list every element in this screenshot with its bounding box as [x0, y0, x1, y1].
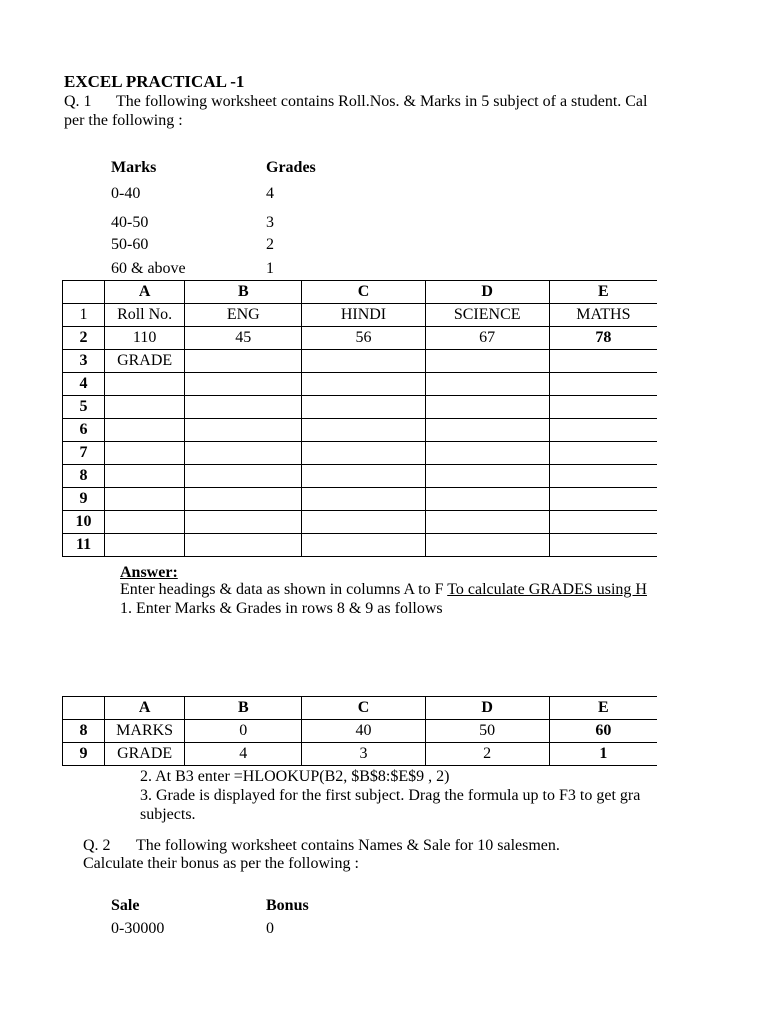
table-cell	[425, 442, 549, 465]
table-cell: 67	[425, 327, 549, 350]
table-cell	[302, 488, 425, 511]
table-row	[63, 304, 658, 327]
table-cell: 0	[185, 720, 302, 743]
column-header: C	[302, 697, 425, 720]
table-row	[63, 327, 658, 350]
table-cell	[549, 396, 657, 419]
table-cell	[549, 511, 657, 534]
table-cell	[549, 373, 657, 396]
row-number: 6	[63, 419, 105, 442]
table-row	[63, 373, 658, 396]
table-cell: 78	[549, 327, 657, 350]
table-cell	[549, 350, 657, 373]
corner-cell	[63, 697, 105, 720]
answer-text	[120, 580, 647, 600]
document-title: EXCEL PRACTICAL -1	[64, 72, 245, 91]
row-number: 11	[63, 534, 105, 557]
grade-value: 3	[266, 214, 274, 231]
table-cell	[185, 534, 302, 557]
q1-text-line1: The following worksheet contains Roll.Nos. & Marks in 5 subject of a student. Cal	[116, 93, 648, 110]
column-header: E	[549, 697, 657, 720]
row-number: 1	[63, 304, 105, 327]
table-cell	[185, 373, 302, 396]
table-cell	[302, 419, 425, 442]
table-row	[63, 396, 658, 419]
table-cell	[185, 488, 302, 511]
q2-label: Q. 2	[83, 837, 111, 854]
table-row	[63, 419, 658, 442]
table-row	[63, 534, 658, 557]
table-cell	[425, 534, 549, 557]
table-row	[63, 442, 658, 465]
row-number: 8	[63, 720, 105, 743]
table-row	[63, 488, 658, 511]
column-header: E	[549, 281, 657, 304]
step-2: 2. At B3 enter =HLOOKUP(B2, $B$8:$E$9 , 2)	[140, 768, 450, 785]
row-number: 7	[63, 442, 105, 465]
table-cell: 3	[302, 743, 425, 766]
table-cell: Roll No.	[105, 304, 185, 327]
table-cell	[425, 396, 549, 419]
column-header: A	[105, 281, 185, 304]
table-cell: 50	[425, 720, 549, 743]
answer-text-plain: Enter headings & data as shown in columns A to F	[120, 581, 448, 598]
answer-label: Answer:	[120, 564, 178, 581]
row-number: 9	[63, 743, 105, 766]
table-cell: ENG	[185, 304, 302, 327]
table-cell	[105, 488, 185, 511]
q1-text-line2: per the following :	[64, 112, 183, 129]
table-cell	[105, 442, 185, 465]
table-cell	[185, 419, 302, 442]
table-cell	[302, 534, 425, 557]
table-cell	[185, 442, 302, 465]
grade-value: 4	[266, 185, 274, 202]
grades-header: Grades	[266, 159, 316, 176]
table-cell	[549, 534, 657, 557]
table-cell	[425, 465, 549, 488]
marks-range: 50-60	[111, 236, 149, 253]
sale-range: 0-30000	[111, 920, 165, 937]
step-3-continued: subjects.	[140, 806, 196, 823]
table-cell	[185, 396, 302, 419]
row-number: 4	[63, 373, 105, 396]
column-header-row	[63, 281, 658, 304]
answer-text-underlined: To calculate GRADES using H	[447, 581, 647, 598]
q2-text-line1: The following worksheet contains Names & Sale for 10 salesmen.	[136, 837, 560, 854]
table-cell	[549, 488, 657, 511]
row-number: 9	[63, 488, 105, 511]
table-cell: 110	[105, 327, 185, 350]
column-header: C	[302, 281, 425, 304]
table-cell	[185, 511, 302, 534]
table-row	[63, 743, 658, 766]
grade-value: 1	[266, 260, 274, 277]
q1-label: Q. 1	[64, 93, 92, 110]
table-cell: 2	[425, 743, 549, 766]
step-1: 1. Enter Marks & Grades in rows 8 & 9 as follows	[120, 600, 443, 617]
marks-range: 40-50	[111, 214, 149, 231]
table-cell	[302, 511, 425, 534]
bonus-header: Bonus	[266, 897, 309, 914]
table-cell: 1	[549, 743, 657, 766]
table-cell: GRADE	[105, 743, 185, 766]
marks-range: 0-40	[111, 185, 141, 202]
table-cell: GRADE	[105, 350, 185, 373]
table-cell	[302, 350, 425, 373]
table-cell: SCIENCE	[425, 304, 549, 327]
table-cell	[105, 511, 185, 534]
row-number: 5	[63, 396, 105, 419]
sale-header: Sale	[111, 897, 140, 914]
table-cell	[549, 465, 657, 488]
table-cell	[105, 373, 185, 396]
column-header: D	[425, 281, 549, 304]
table-cell	[425, 488, 549, 511]
column-header: D	[425, 697, 549, 720]
table-cell	[302, 465, 425, 488]
table-cell	[425, 350, 549, 373]
table-cell	[105, 465, 185, 488]
table-cell	[185, 350, 302, 373]
column-header-row	[63, 697, 658, 720]
table-cell: MATHS	[549, 304, 657, 327]
column-header: B	[185, 281, 302, 304]
table-cell	[549, 419, 657, 442]
table-cell	[302, 373, 425, 396]
lookup-table	[62, 696, 657, 766]
table-row	[63, 511, 658, 534]
table-cell	[302, 396, 425, 419]
table-cell	[302, 442, 425, 465]
table-row	[63, 465, 658, 488]
table-cell	[425, 419, 549, 442]
table-cell	[185, 465, 302, 488]
q2-text-line2: Calculate their bonus as per the following :	[83, 855, 359, 872]
grade-value: 2	[266, 236, 274, 253]
row-number: 8	[63, 465, 105, 488]
table-cell	[105, 419, 185, 442]
table-cell: 40	[302, 720, 425, 743]
worksheet-table	[62, 280, 657, 557]
table-cell	[425, 373, 549, 396]
table-cell: HINDI	[302, 304, 425, 327]
bonus-value: 0	[266, 920, 274, 937]
row-number: 2	[63, 327, 105, 350]
table-cell: 4	[185, 743, 302, 766]
table-cell: MARKS	[105, 720, 185, 743]
table-cell: 56	[302, 327, 425, 350]
column-header: A	[105, 697, 185, 720]
marks-header: Marks	[111, 159, 157, 176]
table-row	[63, 350, 658, 373]
table-cell	[549, 442, 657, 465]
table-cell	[105, 396, 185, 419]
table-row	[63, 720, 658, 743]
table-cell: 45	[185, 327, 302, 350]
table-cell: 60	[549, 720, 657, 743]
row-number: 3	[63, 350, 105, 373]
row-number: 10	[63, 511, 105, 534]
table-cell	[105, 534, 185, 557]
column-header: B	[185, 697, 302, 720]
marks-range: 60 & above	[111, 260, 186, 277]
table-cell	[425, 511, 549, 534]
step-3: 3. Grade is displayed for the first subject. Drag the formula up to F3 to get gra	[140, 787, 641, 804]
corner-cell	[63, 281, 105, 304]
